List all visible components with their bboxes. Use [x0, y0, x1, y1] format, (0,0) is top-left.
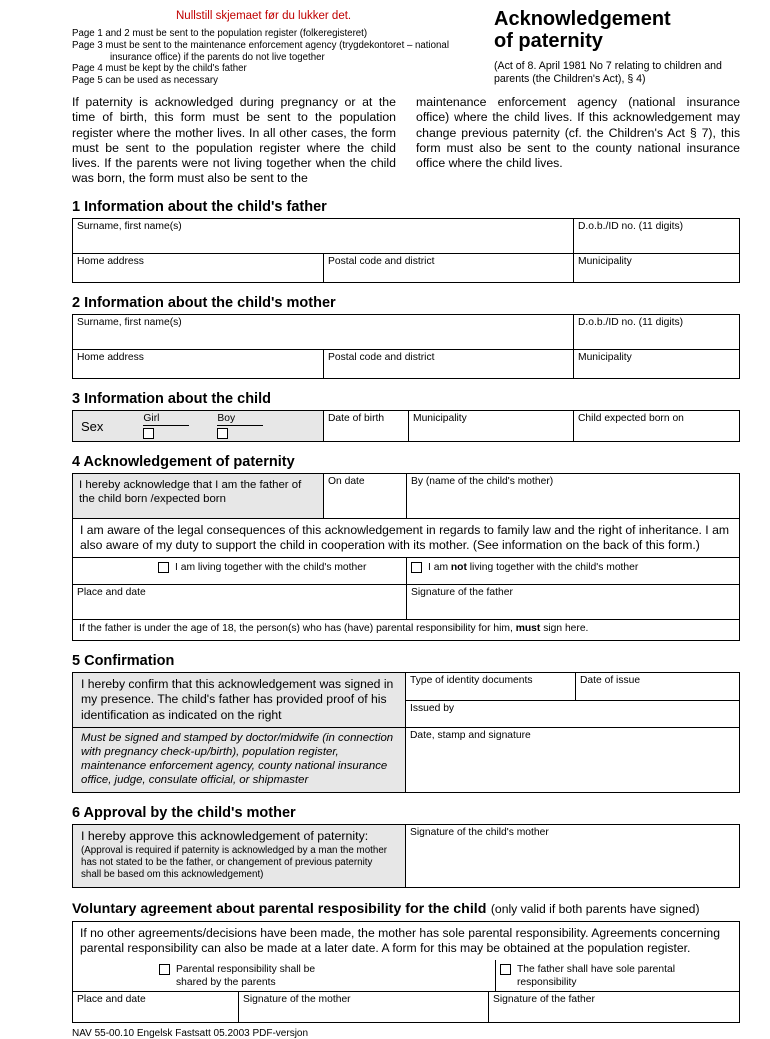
page-note: Page 1 and 2 must be sent to the population register (folkeregisteret): [72, 28, 368, 39]
form-title: [494, 8, 740, 53]
living-together-option: [73, 558, 406, 584]
section3-heading: 3 Information about the child: [72, 390, 271, 407]
child-dob-input[interactable]: [323, 411, 408, 441]
field-label: Type of identity documents: [410, 675, 533, 687]
date-stamp-signature-input[interactable]: [406, 728, 739, 792]
field-label: Signature of the child's mother: [410, 826, 549, 838]
father-address-input[interactable]: [73, 254, 323, 282]
table-row: [73, 584, 739, 619]
table-row: [73, 474, 739, 518]
section2-heading: 2 Information about the child's mother: [72, 294, 336, 311]
field-label: Home address: [77, 351, 144, 363]
field-label: Home address: [77, 255, 144, 267]
intro-text: [72, 95, 740, 186]
mother-name-input[interactable]: [406, 474, 739, 518]
field-label: Postal code and district: [328, 255, 435, 267]
section5-heading: 5 Confirmation: [72, 653, 175, 670]
field-label: Date of birth: [328, 412, 385, 424]
note-text: sign here.: [540, 623, 589, 635]
sole-responsibility-option: [495, 960, 739, 991]
voluntary-heading-bold: Voluntary agreement about parental resposibility for the child: [72, 900, 487, 917]
who-must-sign-note: Must be signed and stamped by doctor/midwife (in connection with pregnancy check-up/birth), population register, maintenance enforcement agency, county national insurance office, judge, consulate official, or shipmaster: [73, 727, 405, 792]
field-label: Municipality: [578, 351, 632, 363]
place-date-input[interactable]: [73, 585, 406, 619]
note-text-bold: must: [515, 623, 541, 635]
section6-heading: 6 Approval by the child's mother: [72, 804, 296, 821]
confirmation-right-column: [406, 673, 739, 792]
field-label: D.o.b./ID no. (11 digits): [578, 316, 684, 328]
table-row: [73, 619, 739, 640]
mother-address-input[interactable]: [73, 350, 323, 378]
boy-checkbox[interactable]: [217, 428, 228, 439]
approval-note: (Approval is required if paternity is acknowledged by a man the mother has not stated to be the father, or changement of previous paternity shall be based om this acknowledgement): [81, 844, 388, 880]
not-living-together-label: [428, 562, 638, 574]
table-row: [406, 727, 739, 792]
form-id-footer: NAV 55-00.10 Engelsk Fastsatt 05.2003 PDF-versjon: [72, 1027, 309, 1039]
field-label: Surname, first name(s): [77, 220, 182, 232]
field-label: Municipality: [413, 412, 467, 424]
not-living-together-option: [406, 558, 739, 584]
label-text: I am: [428, 562, 451, 574]
voluntary-place-date-input[interactable]: [73, 992, 238, 1022]
table-row: [73, 253, 739, 282]
field-label: Signature of the father: [411, 587, 513, 599]
father-municipality-input[interactable]: [573, 254, 739, 282]
field-label: Signature of the mother: [243, 993, 351, 1005]
child-municipality-input[interactable]: [408, 411, 573, 441]
sole-responsibility-checkbox[interactable]: [500, 964, 511, 975]
child-mother-signature-input[interactable]: [406, 825, 739, 887]
approval-table: [72, 824, 740, 888]
approval-text: I hereby approve this acknowledgement of paternity:: [81, 828, 369, 843]
intro-paragraph-left: If paternity is acknowledged during pregnancy or at the time of birth, this form must be sent to the population register where the mother lives. In all other cases, the form must be sent to the population register where the child lives. If the parents were not living together when the child was born, the form must also be sent to the: [72, 95, 396, 186]
field-label: On date: [328, 475, 365, 487]
field-label: Municipality: [578, 255, 632, 267]
table-row: [73, 411, 739, 441]
identity-documents-input[interactable]: [406, 673, 575, 700]
sex-field: [73, 411, 323, 441]
table-row: [73, 349, 739, 378]
date-of-issue-input[interactable]: [575, 673, 739, 700]
voluntary-father-signature-input[interactable]: [488, 992, 739, 1022]
father-surname-input[interactable]: [73, 219, 573, 253]
shared-responsibility-label: Parental responsibility shall be shared by the parents: [176, 964, 316, 988]
sole-responsibility-label: The father shall have sole parental responsibility: [517, 964, 675, 988]
confirmation-table: [72, 672, 740, 793]
voluntary-mother-signature-input[interactable]: [238, 992, 488, 1022]
form-title-line1: Acknowledgement: [494, 8, 671, 30]
on-date-input[interactable]: [323, 474, 406, 518]
mother-info-table: [72, 314, 740, 379]
child-info-table: [72, 410, 740, 442]
page-note: Page 5 can be used as necessary: [72, 75, 218, 87]
father-info-table: [72, 218, 740, 283]
section4-heading: 4 Acknowledgement of paternity: [72, 453, 295, 470]
page-note: Page 3 must be sent to the maintenance enforcement agency (trygdekontoret – national insurance office) if the parents do not live together: [72, 39, 449, 63]
form-title-line2: of paternity: [494, 30, 603, 53]
living-together-checkbox[interactable]: [158, 562, 169, 573]
field-label: Child expected born on: [578, 412, 684, 424]
label-text: living together with the child's mother: [466, 562, 639, 574]
acknowledge-text: I hereby acknowledge that I am the father of the child born /expected born: [79, 478, 302, 505]
voluntary-agreement-table: [72, 921, 740, 1023]
father-postal-input[interactable]: [323, 254, 573, 282]
field-label: Surname, first name(s): [77, 316, 182, 328]
voluntary-heading-note: (only valid if both parents have signed): [490, 901, 700, 916]
shared-responsibility-option: [73, 960, 495, 991]
girl-option: [143, 413, 189, 439]
field-label: Date, stamp and signature: [410, 730, 531, 742]
issued-by-input[interactable]: [406, 701, 739, 727]
page-note: Page 4 must be kept by the child's father: [72, 63, 247, 75]
table-row: [406, 825, 739, 887]
label-text-bold: not: [450, 562, 467, 574]
table-row: [406, 700, 739, 727]
girl-checkbox[interactable]: [143, 428, 154, 439]
confirmation-left-column: [73, 673, 406, 792]
table-row: [73, 557, 739, 584]
field-label: Place and date: [77, 587, 146, 599]
father-id-input[interactable]: [573, 219, 739, 253]
father-signature-input[interactable]: [406, 585, 739, 619]
section1-heading: 1 Information about the child's father: [72, 198, 327, 215]
page-distribution-notes: [72, 28, 472, 87]
table-row: [73, 518, 739, 558]
approval-statement: [73, 825, 406, 887]
intro-paragraph-right: maintenance enforcement agency (national insurance office) where the child lives. If this acknowledgement may change previous paternity (cf. the Children's Act § 7), this form must also be sent to the county national insurance office where the child lives.: [416, 95, 740, 171]
under-18-note: [73, 620, 739, 640]
table-row: [73, 991, 739, 1022]
table-row: [73, 922, 739, 961]
field-label: D.o.b./ID no. (11 digits): [578, 220, 684, 232]
header-right: [472, 8, 740, 87]
acknowledgement-table: [72, 473, 740, 642]
field-label: Issued by: [410, 703, 455, 715]
note-text: If the father is under the age of 18, the person(s) who has (have) parental responsibility for him,: [79, 623, 516, 635]
mother-id-input[interactable]: [573, 315, 739, 349]
acknowledge-statement: [73, 474, 323, 518]
sex-label: Sex: [81, 418, 104, 434]
field-label: Postal code and district: [328, 351, 435, 363]
mother-postal-input[interactable]: [323, 350, 573, 378]
voluntary-heading: [72, 900, 740, 918]
boy-option: [217, 413, 263, 439]
living-together-label: I am living together with the child's mother: [175, 562, 367, 574]
field-label: By (name of the child's mother): [411, 475, 554, 487]
girl-label: Girl: [143, 413, 189, 426]
reset-form-button[interactable]: Nullstill skjemaet før du lukker det.: [176, 10, 352, 22]
child-expected-born-input[interactable]: [573, 411, 739, 441]
not-living-together-checkbox[interactable]: [411, 562, 422, 573]
approval-right-column: [406, 825, 739, 887]
mother-surname-input[interactable]: [73, 315, 573, 349]
field-label: Date of issue: [580, 675, 641, 687]
form-header: [72, 8, 740, 87]
shared-responsibility-checkbox[interactable]: [159, 964, 170, 975]
field-label: Place and date: [77, 993, 146, 1005]
mother-municipality-input[interactable]: [573, 350, 739, 378]
form-subtitle: (Act of 8. April 1981 No 7 relating to children and parents (the Children's Act), § 4): [494, 59, 722, 85]
voluntary-info-text: If no other agreements/decisions have been made, the mother has sole parental responsibility. Agreements concerning parental responsibility can also be made at a later date. A form for this may be obtained at the population register.: [80, 925, 720, 955]
confirmation-statement: I hereby confirm that this acknowledgement was signed in my presence. The child's father has provided proof of his identification as indicated on the right: [73, 673, 405, 727]
header-left: [72, 8, 472, 87]
table-row: [73, 219, 739, 253]
legal-consequences-text: I am aware of the legal consequences of this acknowledgement in regards to family law and the right of inheritance. I am also aware of my duty to support the child in cooperation with its mother. (See information on the back of this form.): [80, 522, 730, 552]
table-row: [406, 673, 739, 700]
boy-label: Boy: [217, 413, 263, 426]
table-row: [73, 960, 739, 991]
table-row: [73, 315, 739, 349]
field-label: Signature of the father: [493, 993, 595, 1005]
